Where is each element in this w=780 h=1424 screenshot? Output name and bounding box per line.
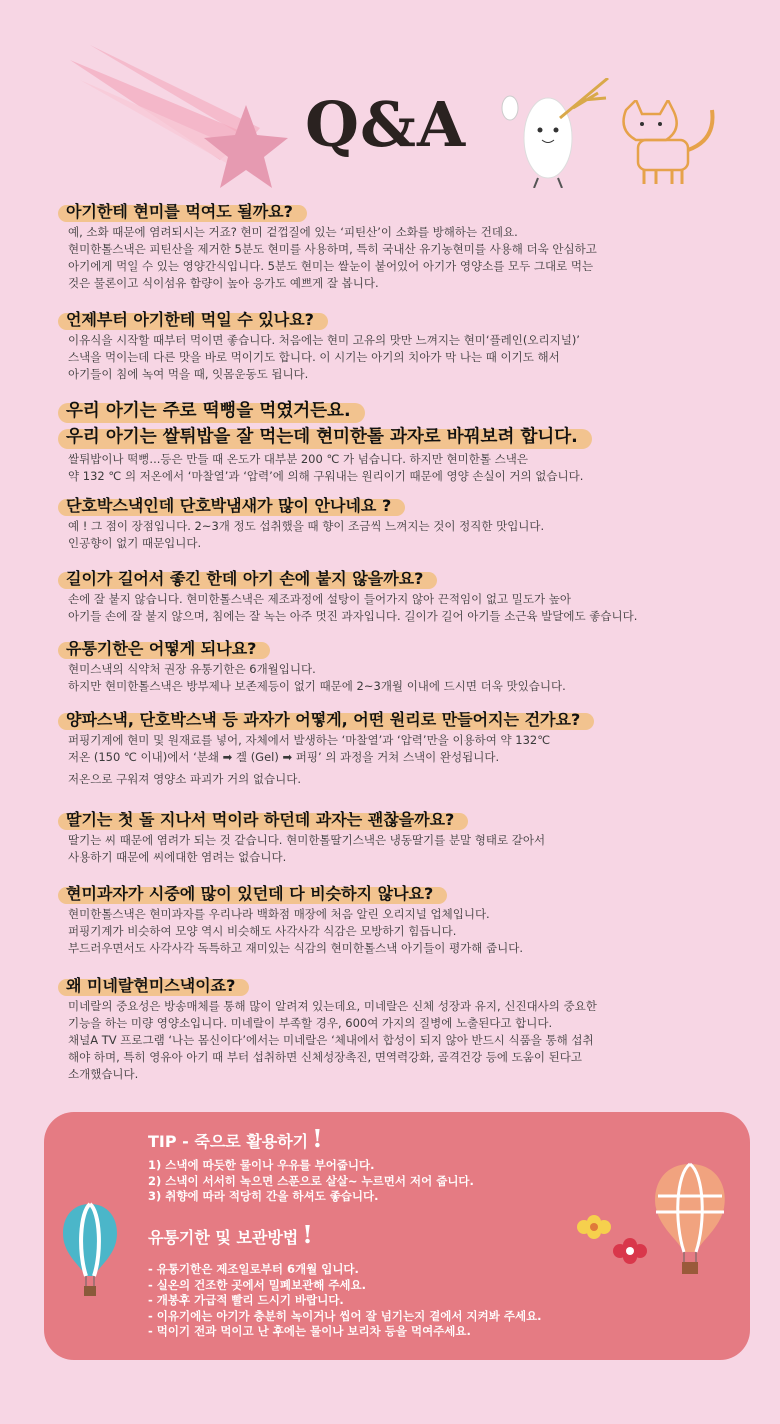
storage-title xyxy=(148,1220,313,1249)
tip-steps: 1) 스낵에 따듯한 물이나 우유를 부어줍니다. 2) 스낵이 서서히 녹으면 스푼으로 살살~ 누르면서 저어 줍니다. 3) 취향에 따라 적당히 간을 하셔도 좋습니다. xyxy=(148,1158,474,1203)
answer: 현미스낵의 식약처 권장 유통기한은 6개월입니다. 하지만 현미한톨스낵은 방부제나 보존제등이 없기 때문에 2~3개월 이내에 드시면 더욱 맛있습니다. xyxy=(68,662,566,693)
answer: 현미한톨스낵은 현미과자를 우리나라 백화점 매장에 처음 알린 오리지널 업체입니다. 퍼핑기계가 비슷하여 모양 역시 비슷해도 사각사각 식감은 모방하기 힘듭니다. 부드러우면서도 사각사각 독특하고 재미있는 식감의 현미한톨스낵 아기들이 평가해 줍니다. xyxy=(68,907,524,955)
question: 언제부터 아기한테 먹일 수 있나요? xyxy=(64,308,328,331)
page-title: Q&A xyxy=(305,88,467,161)
storage-title-text: 유통기한 및 보관방법 xyxy=(148,1228,299,1247)
question: 우리 아기는 주로 떡뻥을 먹였거든요. xyxy=(64,398,365,424)
qa-item xyxy=(68,708,594,788)
qa-item xyxy=(68,308,580,383)
tip-box xyxy=(44,1112,750,1360)
answer: 쌀튀밥이나 떡뻥...등은 만들 때 온도가 대부분 200 ℃ 가 넘습니다. 하지만 현미한톨 스낵은 약 132 ℃ 의 저온에서 ‘마찰열’과 ‘압력’에 의해 구워내는 원리이기 때문에 영양 손실이 거의 없습니다. xyxy=(68,452,584,483)
answer: 이유식을 시작할 때부터 먹이면 좋습니다. 처음에는 현미 고유의 맛만 느껴지는 현미‘플레인(오리지널)’ 스낵을 먹이는데 다른 맛을 바로 먹이기도 합니다. 이 시기는 아기의 치아가 막 나는 때 이기도 해서 아기들이 침에 녹여 먹을 때, 잇몸운동도 됩니다. xyxy=(68,333,580,381)
question: 단호박스낵인데 단호박냄새가 많이 안나네요 ? xyxy=(64,494,405,517)
question: 유통기한은 어떻게 되나요? xyxy=(64,637,270,660)
question: 양파스낵, 단호박스낵 등 과자가 어떻게, 어떤 원리로 만들어지는 건가요? xyxy=(64,708,594,731)
qa-item xyxy=(68,567,637,625)
storage-list: - 유통기한은 제조일로부터 6개월 입니다. - 실온의 건조한 곳에서 밀폐보관해 주세요. - 개봉후 가급적 빨리 드시기 바랍니다. - 이유기에는 아기가 충분히 녹이거나 씹어 잘 넘기는지 곁에서 지켜봐 주세요. - 먹이기 전과 먹이고 난 후에는 물이나 보리차 등을 먹여주세요. xyxy=(148,1262,542,1338)
tip-title-text: TIP - 죽으로 활용하기 xyxy=(148,1132,309,1151)
qa-item xyxy=(68,200,597,292)
tip-title xyxy=(148,1124,323,1153)
qa-item xyxy=(68,808,545,866)
rice-grain-character-icon xyxy=(498,78,618,188)
question: 딸기는 첫 돌 지나서 먹이라 하던데 과자는 괜찮을까요? xyxy=(64,808,468,831)
answer-extra: 저온으로 구워져 영양소 파괴가 거의 없습니다. xyxy=(68,772,302,786)
flower-icon xyxy=(610,1237,650,1267)
question: 아기한테 현미를 먹여도 될까요? xyxy=(64,200,307,223)
hot-air-balloon-icon xyxy=(650,1162,730,1282)
hot-air-balloon-icon xyxy=(60,1202,120,1312)
answer: 예 ! 그 점이 장점입니다. 2~3개 정도 섭취했을 때 향이 조금씩 느껴지는 것이 정직한 맛입니다. 인공향이 없기 때문입니다. xyxy=(68,519,545,550)
answer: 손에 잘 붙지 않습니다. 현미한톨스낵은 제조과정에 설탕이 들어가지 않아 끈적임이 없고 밀도가 높아 아기들 손에 잘 붙지 않으며, 침에는 잘 녹는 아주 멋진 과자입니다. 길이가 길어 아기들 소근육 발달에도 좋습니다. xyxy=(68,592,638,623)
qa-item xyxy=(68,882,523,957)
qa-item xyxy=(68,494,544,552)
flower-icon xyxy=(574,1212,614,1242)
qa-item xyxy=(68,398,592,485)
question-line-2: 우리 아기는 쌀튀밥을 잘 먹는데 현미한톨 과자로 바꿔보려 합니다. xyxy=(64,424,592,450)
question: 길이가 길어서 좋긴 한데 아기 손에 붙지 않을까요? xyxy=(64,567,437,590)
answer: 예, 소화 때문에 염려되시는 거죠? 현미 겉껍질에 있는 ‘피틴산’이 소화를 방해하는 건데요. 현미한톨스낵은 피틴산을 제거한 5분도 현미를 사용하며, 특히 국내산 유기농현미를 사용해 더욱 안심하고 아기에게 먹일 수 있는 영양간식입니다. 5분도 현미는 쌀눈이 붙어있어 아기가 영양소를 모두 그대로 먹는 것은 물론이고 식이섬유 함량이 높아 응가도 예쁘게 잘 봅니다. xyxy=(68,225,597,290)
qa-item xyxy=(68,974,597,1083)
question: 왜 미네랄현미스낵이죠? xyxy=(64,974,249,997)
cat-icon xyxy=(616,100,726,190)
tip-title-exclamation: ! xyxy=(312,1124,323,1153)
answer: 딸기는 씨 때문에 염려가 되는 것 같습니다. 현미한톨딸기스낵은 냉동딸기를 분말 형태로 갈아서 사용하기 때문에 씨에대한 염려는 없습니다. xyxy=(68,833,546,864)
answer: 퍼핑기계에 현미 및 원재료를 넣어, 자체에서 발생하는 ‘마찰열’과 ‘압력’만을 이용하여 약 132℃ 저온 (150 ℃ 이내)에서 ‘분쇄 ➡ 겔 (Gel) ➡ 퍼핑’ 의 과정을 거쳐 스낵이 완성됩니다. xyxy=(68,733,551,764)
storage-title-exclamation: ! xyxy=(302,1220,313,1249)
header xyxy=(0,0,780,200)
question: 현미과자가 시중에 많이 있던데 다 비슷하지 않나요? xyxy=(64,882,447,905)
qa-item xyxy=(68,637,566,695)
answer: 미네랄의 중요성은 방송매체를 통해 많이 알려져 있는데요, 미네랄은 신체 성장과 유지, 신진대사의 중요한 기능을 하는 미량 영양소입니다. 미네랄이 부족할 경우, 600여 가지의 질병에 노출된다고 합니다. 채널A TV 프로그램 ‘나는 몸신이다’에서는 미네랄은 ‘체내에서 합성이 되지 않아 반드시 식품을 통해 섭취 해야 하며, 특히 영유아 아기 때 부터 섭취하면 신체성장촉진, 면역력강화, 골격건강 등에 도움이 된다고 소개했습니다. xyxy=(68,999,597,1081)
